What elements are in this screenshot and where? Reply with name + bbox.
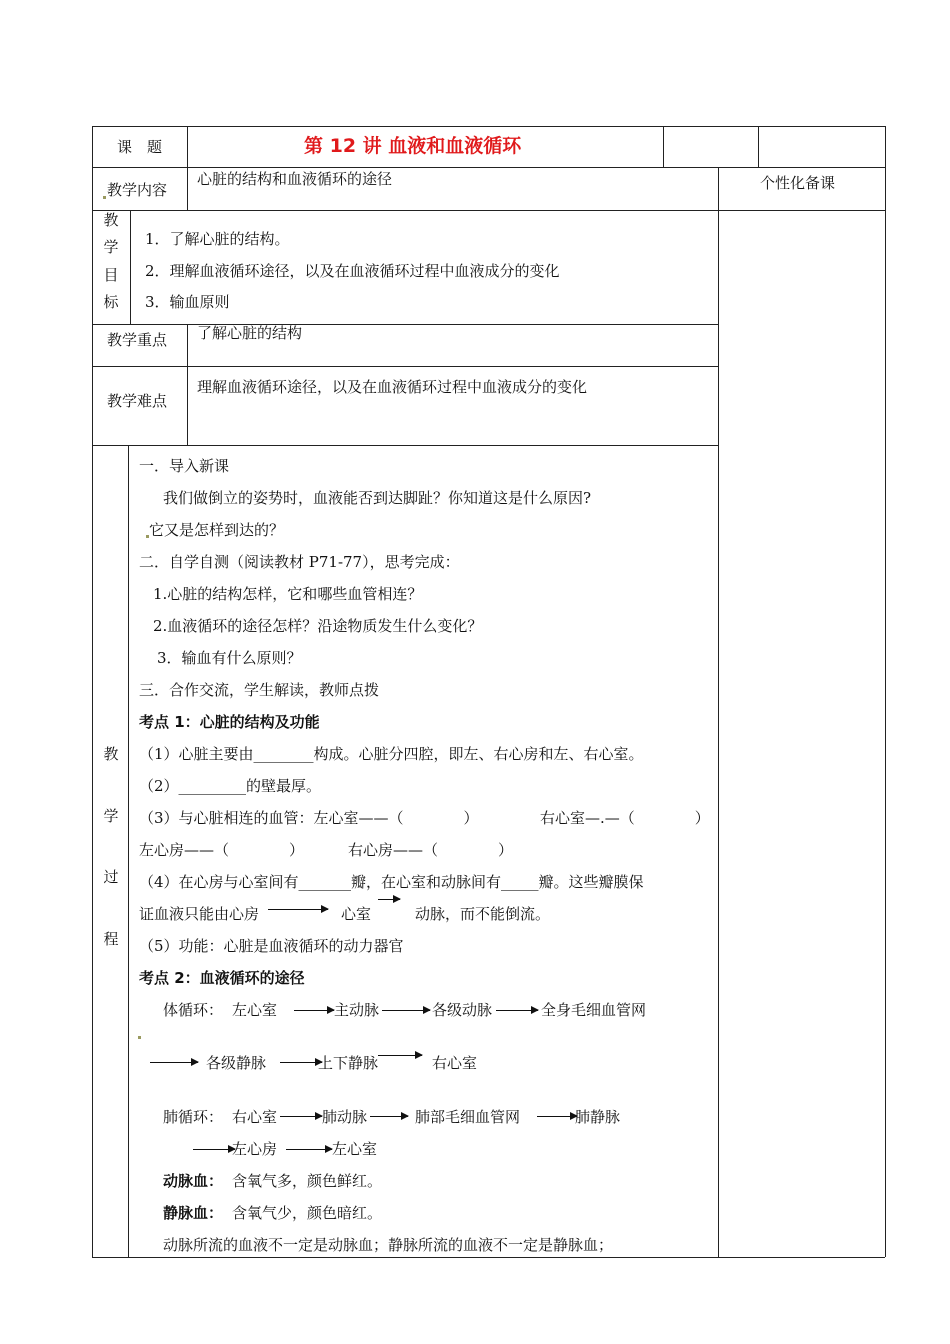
difficulty-row-bottom <box>92 445 718 446</box>
intro-heading: 一．导入新课 <box>139 457 230 475</box>
label-column-divider-goals <box>130 210 131 324</box>
header-cell-divider-2 <box>758 126 759 167</box>
flow-arrow <box>496 1010 538 1011</box>
circulation-node: 主动脉 <box>334 1001 380 1019</box>
label-column-divider-focus <box>187 324 188 445</box>
process-label-char: 程 <box>103 930 119 948</box>
intro-question: 它又是怎样到达的？ <box>149 521 285 539</box>
content-label: 教学内容 <box>107 181 168 199</box>
table-bottom-border <box>92 1257 885 1258</box>
kp1-line: 右心室—.—（ ） <box>540 809 710 827</box>
flow-arrow <box>280 1062 322 1063</box>
intro-question: 我们做倒立的姿势时，血液能否到达脚趾？你知道这是什么原因? <box>163 489 592 507</box>
kp1-line: 右心房——（ ） <box>348 841 514 859</box>
difficulty-value: 理解血液循环途径，以及在血液循环过程中血液成分的变化 <box>197 378 588 396</box>
arterial-blood-label: 动脉血： <box>163 1172 224 1190</box>
self-test-heading: 二．自学自测（阅读教材 P71-77），思考完成： <box>139 553 460 571</box>
process-label-char: 过 <box>103 868 119 886</box>
goals-label-char: 目 <box>103 266 119 284</box>
self-test-item: 3．输血有什么原则？ <box>157 649 302 667</box>
speck <box>138 1036 141 1039</box>
goals-label-char: 学 <box>103 238 119 256</box>
blood-vessel-note: 动脉所流的血液不一定是动脉血；静脉所流的血液不一定是静脉血； <box>163 1236 614 1254</box>
header-row-bottom <box>92 167 885 168</box>
flow-arrow <box>378 1055 422 1056</box>
circulation-node: 左心室 <box>332 1140 378 1158</box>
flow-arrow <box>280 1116 322 1117</box>
circulation-node: 左心室 <box>232 1001 278 1019</box>
content-value: 心脏的结构和血液循环的途径 <box>197 170 393 188</box>
flow-arrow <box>150 1062 198 1063</box>
table-left-border <box>92 126 93 1257</box>
goal-item: 3．输血原则 <box>145 293 230 311</box>
flow-arrow <box>286 1149 332 1150</box>
focus-value: 了解心脏的结构 <box>197 324 303 342</box>
kp1-heading: 考点 1：心脏的结构及功能 <box>139 713 320 731</box>
self-test-item: 1.心脏的结构怎样，它和哪些血管相连？ <box>153 585 423 603</box>
focus-row-bottom <box>92 366 718 367</box>
circulation-node: 肺动脉 <box>322 1108 368 1126</box>
discussion-heading: 三．合作交流，学生解读，教师点拨 <box>139 681 380 699</box>
circulation-node: 肺部毛细血管网 <box>415 1108 521 1126</box>
page-title: 第 12 讲 血液和血液循环 <box>304 135 522 157</box>
kp1-line: （3）与心脏相连的血管：左心室——（ ） <box>139 809 479 827</box>
kp1-line: 左心房——（ ） <box>139 841 305 859</box>
circulation-node: 右心室 <box>232 1108 278 1126</box>
flow-arrow <box>193 1149 235 1150</box>
focus-label: 教学重点 <box>107 331 168 349</box>
circulation-node: 肺静脉 <box>575 1108 621 1126</box>
flow-arrow <box>382 1010 430 1011</box>
kp1-line: 动脉，而不能倒流。 <box>415 905 551 923</box>
goals-label-char: 教 <box>103 211 119 229</box>
label-column-divider-process <box>128 445 129 1257</box>
flow-arrow <box>537 1116 577 1117</box>
table-right-border <box>885 126 886 1257</box>
kp1-line: （4）在心房与心室间有_______瓣，在心室和动脉间有_____瓣。这些瓣膜保 <box>139 873 644 891</box>
goals-label-char: 标 <box>103 293 119 311</box>
flow-arrow <box>370 1116 408 1117</box>
difficulty-label: 教学难点 <box>107 392 168 410</box>
goals-row-bottom <box>92 324 718 325</box>
kp1-line: 证血液只能由心房 <box>139 905 260 923</box>
venous-blood-label: 静脉血： <box>163 1204 224 1222</box>
arterial-blood-desc: 含氧气多，颜色鲜红。 <box>232 1172 383 1190</box>
pulmonary-label: 肺循环： <box>163 1108 224 1126</box>
goal-item: 2．理解血液循环途径，以及在血液循环过程中血液成分的变化 <box>145 262 560 280</box>
circulation-node: 上下静脉 <box>318 1054 379 1072</box>
kp1-line: （2）_________的壁最厚。 <box>139 777 322 795</box>
kp1-line: 心室 <box>341 905 372 923</box>
side-column-divider <box>718 167 719 1257</box>
header-cell-divider-1 <box>663 126 664 167</box>
subject-label: 课 题 <box>117 138 163 156</box>
venous-blood-desc: 含氧气少，颜色暗红。 <box>232 1204 383 1222</box>
systemic-label: 体循环： <box>163 1001 224 1019</box>
flow-arrow <box>294 1010 334 1011</box>
content-row-bottom <box>92 210 885 211</box>
circulation-node: 各级静脉 <box>206 1054 267 1072</box>
self-test-item: 2.血液循环的途径怎样？沿途物质发生什么变化？ <box>153 617 483 635</box>
label-column-divider <box>187 126 188 210</box>
circulation-node: 各级动脉 <box>432 1001 493 1019</box>
kp1-line: （5）功能：心脏是血液循环的动力器官 <box>139 937 404 955</box>
kp2-heading: 考点 2：血液循环的途径 <box>139 969 305 987</box>
process-label-char: 教 <box>103 745 119 763</box>
kp1-line: （1）心脏主要由________构成。心脏分四腔，即左、右心房和左、右心室。 <box>139 745 644 763</box>
table-top-border <box>92 126 885 127</box>
circulation-node: 左心房 <box>232 1140 278 1158</box>
circulation-node: 全身毛细血管网 <box>541 1001 647 1019</box>
circulation-node: 右心室 <box>432 1054 478 1072</box>
goal-item: 1．了解心脏的结构。 <box>145 230 290 248</box>
process-label-char: 学 <box>103 807 119 825</box>
flow-arrow <box>268 909 328 910</box>
personalized-prep-label: 个性化备课 <box>760 174 836 192</box>
flow-arrow <box>378 899 400 900</box>
speck <box>103 196 106 199</box>
